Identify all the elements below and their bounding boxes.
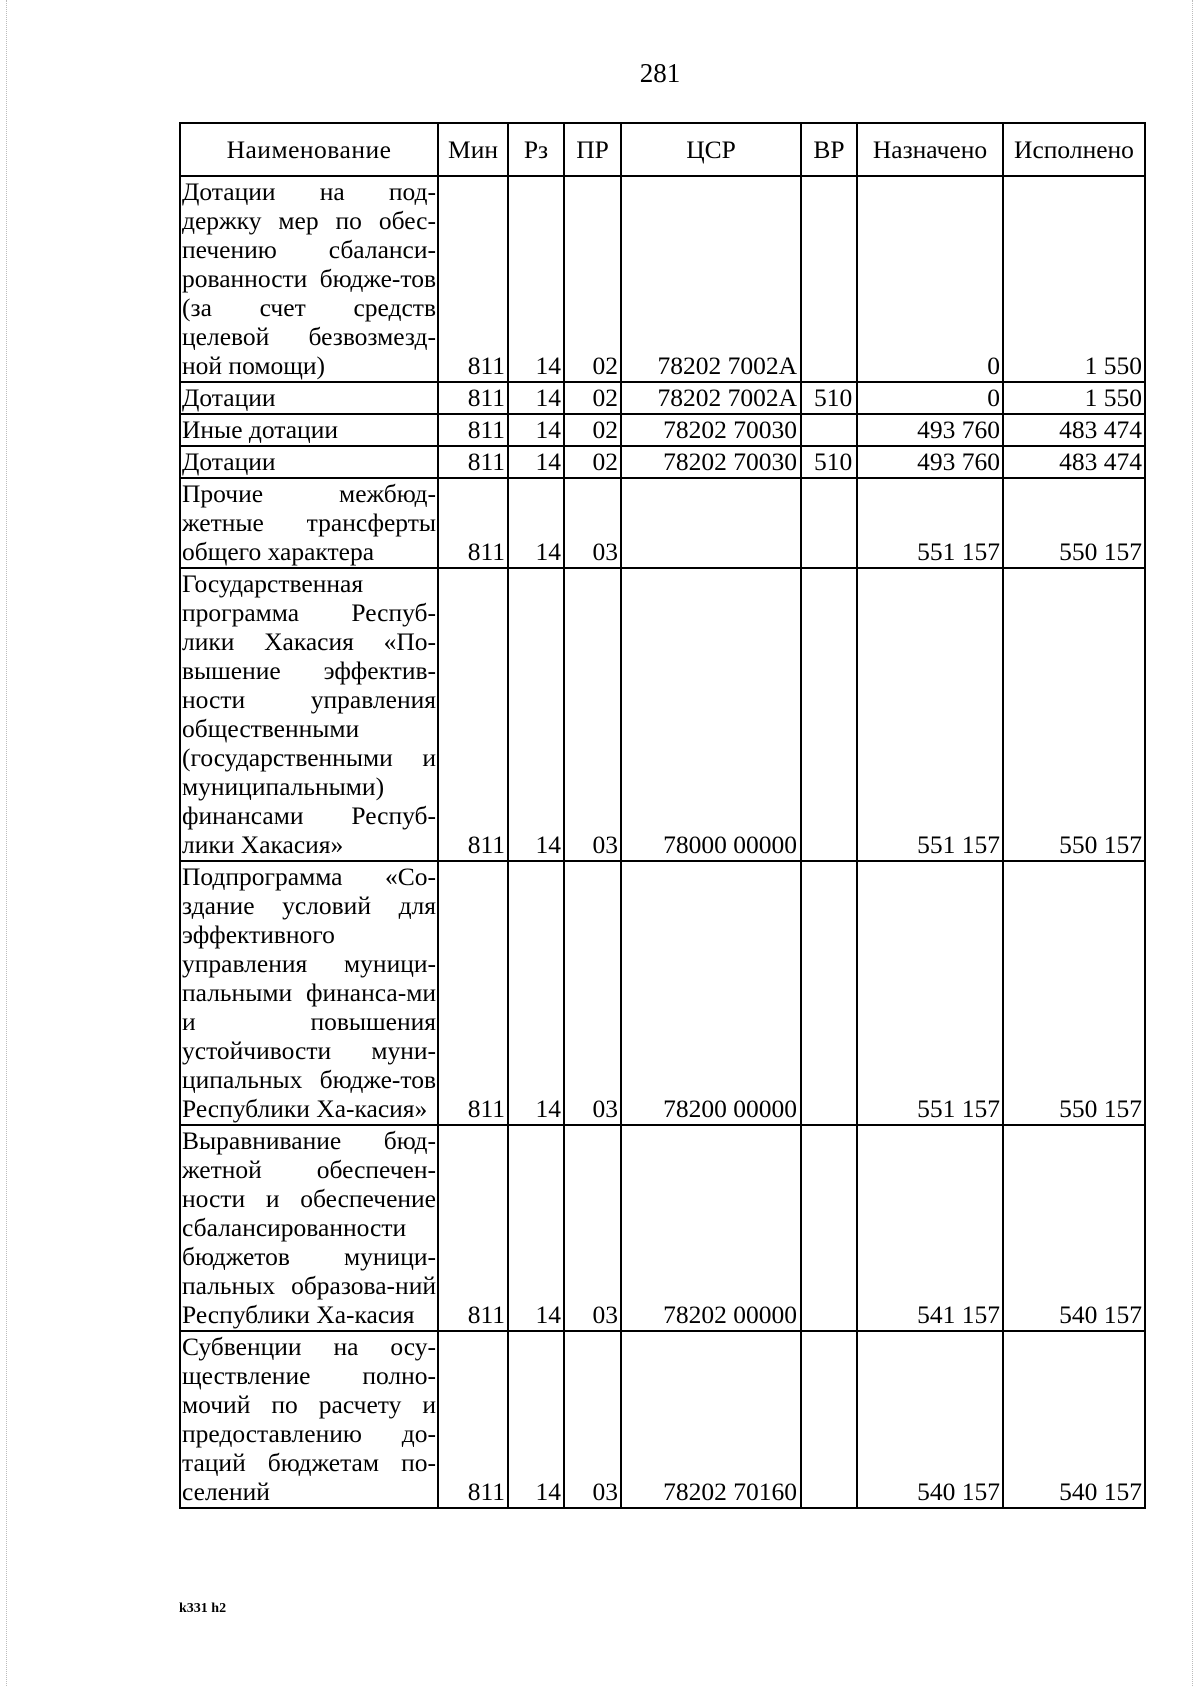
scan-edge-right [1192,0,1194,1686]
table-row [180,382,1145,414]
row-vr: 510 [801,382,857,414]
row-csr: 78000 00000 [621,568,801,861]
table-row [180,446,1145,478]
table-row [180,478,1145,568]
row-min: 811 [438,1331,508,1508]
footer-code: k331 h2 [179,1601,227,1616]
row-pr: 02 [564,446,621,478]
row-name: Дотации [180,446,438,478]
row-name: Государственная программа Респуб-лики Хакасия «По-вышение эффектив-ности управления общественными (государственными и муниципальными) финансами Респуб-лики Хакасия» [182,569,436,859]
row-min: 811 [438,446,508,478]
row-executed: 540 157 [1003,1331,1145,1508]
row-executed: 1 550 [1003,176,1145,382]
table-row [180,176,1145,382]
row-pr: 03 [564,478,621,568]
row-pr: 02 [564,382,621,414]
header-assigned: Назначено [857,123,1003,176]
row-vr [801,861,857,1125]
row-vr [801,478,857,568]
row-assigned: 0 [857,382,1003,414]
row-pr: 02 [564,414,621,446]
row-name: Подпрограмма «Со-здание условий для эффективного управления муници-пальными финанса-ми и повышения устойчивости муни-ципальных бюдже-тов Республики Ха-касия» [182,862,436,1123]
table-row [180,414,1145,446]
row-pr: 02 [564,176,621,382]
row-assigned: 541 157 [857,1125,1003,1331]
row-csr: 78202 7002А [621,176,801,382]
row-pr: 03 [564,1331,621,1508]
row-csr: 78200 00000 [621,861,801,1125]
scan-edge-left [6,0,8,1686]
row-rz: 14 [508,478,564,568]
row-assigned: 551 157 [857,861,1003,1125]
header-csr: ЦСР [621,123,801,176]
row-min: 811 [438,478,508,568]
page-number: 281 [639,58,681,88]
row-executed: 483 474 [1003,414,1145,446]
row-name: Дотации на под-держку мер по обес-печению сбаланси-рованности бюдже-тов (за счет средств целевой безвозмезд-ной помощи) [182,177,436,380]
row-executed: 550 157 [1003,478,1145,568]
row-pr: 03 [564,1125,621,1331]
header-vr: ВР [801,123,857,176]
row-executed: 550 157 [1003,568,1145,861]
row-rz: 14 [508,382,564,414]
row-vr [801,568,857,861]
budget-table [179,122,1146,1509]
table-row [180,1125,1145,1331]
row-min: 811 [438,176,508,382]
row-executed: 550 157 [1003,861,1145,1125]
row-csr [621,478,801,568]
row-assigned: 540 157 [857,1331,1003,1508]
row-pr: 03 [564,861,621,1125]
row-rz: 14 [508,568,564,861]
row-csr: 78202 00000 [621,1125,801,1331]
row-vr [801,176,857,382]
row-name: Выравнивание бюд-жетной обеспечен-ности и обеспечение сбалансированности бюджетов муници-пальных образова-ний Республики Ха-касия [182,1126,436,1329]
row-executed: 1 550 [1003,382,1145,414]
row-assigned: 493 760 [857,414,1003,446]
header-executed: Исполнено [1003,123,1145,176]
row-vr [801,414,857,446]
row-name: Дотации [180,382,438,414]
row-pr: 03 [564,568,621,861]
row-csr: 78202 70030 [621,414,801,446]
header-min: Мин [438,123,508,176]
row-min: 811 [438,382,508,414]
header-rz: Рз [508,123,564,176]
row-executed: 483 474 [1003,446,1145,478]
row-name: Прочие межбюд-жетные трансферты общего характера [182,479,436,566]
row-min: 811 [438,568,508,861]
row-assigned: 0 [857,176,1003,382]
row-rz: 14 [508,446,564,478]
row-name: Субвенции на осу-ществление полно-мочий по расчету и предоставлению до-таций бюджетам по-селений [182,1332,436,1506]
row-min: 811 [438,861,508,1125]
table-row [180,568,1145,861]
row-rz: 14 [508,1125,564,1331]
row-vr [801,1125,857,1331]
row-name: Иные дотации [180,414,438,446]
row-vr [801,1331,857,1508]
table-header-row [180,123,1145,176]
row-csr: 78202 70030 [621,446,801,478]
header-name: Наименование [180,123,438,176]
row-csr: 78202 7002А [621,382,801,414]
row-assigned: 493 760 [857,446,1003,478]
row-rz: 14 [508,176,564,382]
row-min: 811 [438,414,508,446]
row-vr: 510 [801,446,857,478]
table-row [180,861,1145,1125]
row-rz: 14 [508,861,564,1125]
row-min: 811 [438,1125,508,1331]
row-assigned: 551 157 [857,478,1003,568]
row-csr: 78202 70160 [621,1331,801,1508]
row-rz: 14 [508,414,564,446]
table-row [180,1331,1145,1508]
row-executed: 540 157 [1003,1125,1145,1331]
row-assigned: 551 157 [857,568,1003,861]
row-rz: 14 [508,1331,564,1508]
header-pr: ПР [564,123,621,176]
